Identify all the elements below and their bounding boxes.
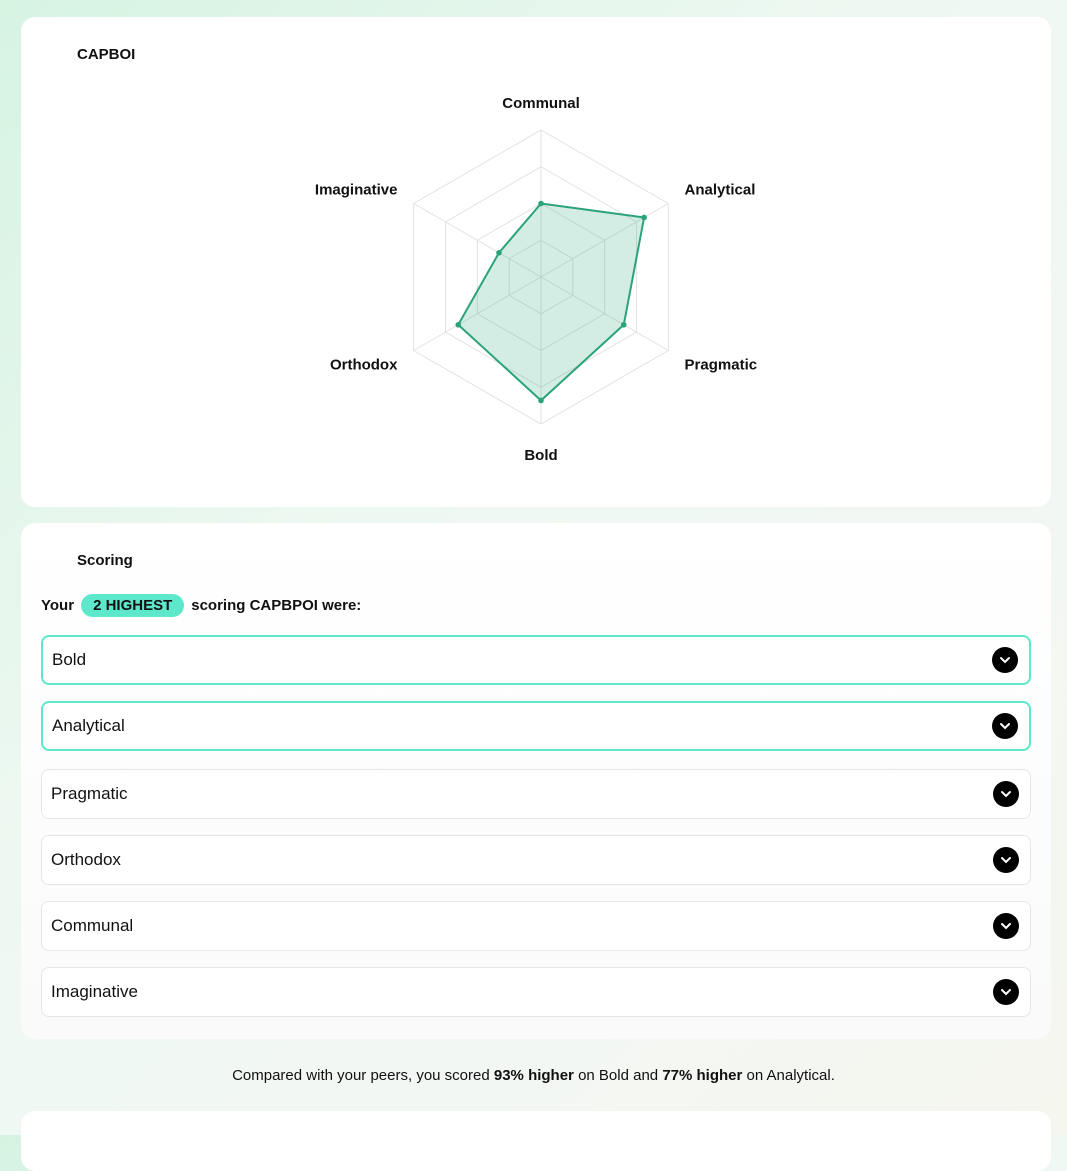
data-point xyxy=(641,215,647,221)
axis-label-analytical: Analytical xyxy=(684,181,756,199)
chart-title: CAPBOI xyxy=(77,46,136,63)
scoring-intro xyxy=(41,594,361,617)
accordion-label: Orthodox xyxy=(51,850,121,869)
data-point xyxy=(496,250,502,256)
analytical-pct: 77% higher xyxy=(662,1067,743,1084)
axis-label-imaginative: Imaginative xyxy=(314,181,398,199)
accordion-item-orthodox[interactable] xyxy=(41,835,1031,885)
accordion-item-communal[interactable] xyxy=(41,901,1031,951)
accordion-label: Pragmatic xyxy=(51,784,128,803)
radar-chart xyxy=(21,17,1051,507)
accordion-label: Communal xyxy=(51,916,134,935)
axis-label-bold: Bold xyxy=(524,447,558,464)
axis-label-pragmatic: Pragmatic xyxy=(684,356,758,374)
bold-pct: 93% higher xyxy=(493,1067,574,1084)
chevron-down-icon[interactable] xyxy=(993,781,1019,807)
scoring-card xyxy=(21,523,1051,1039)
accordion-item-bold[interactable] xyxy=(41,635,1031,685)
text: Compared with your peers, you scored xyxy=(232,1067,494,1084)
data-point xyxy=(538,201,544,207)
scoring-title: Scoring xyxy=(77,552,133,569)
chevron-down-icon[interactable] xyxy=(992,647,1018,673)
accordion-item-pragmatic[interactable] xyxy=(41,769,1031,819)
chevron-down-icon[interactable] xyxy=(993,979,1019,1005)
accordion-item-analytical[interactable] xyxy=(41,701,1031,751)
text: on Bold and xyxy=(573,1067,663,1084)
data-area xyxy=(458,204,644,401)
data-point xyxy=(455,322,461,328)
data-point xyxy=(621,322,627,328)
axis-label-communal: Communal xyxy=(502,95,580,112)
peer-comparison xyxy=(0,1067,1067,1084)
intro-prefix: Your xyxy=(41,597,75,614)
chevron-down-icon[interactable] xyxy=(993,913,1019,939)
accordion-label: Bold xyxy=(52,650,87,669)
intro-suffix: scoring CAPBPOI were: xyxy=(191,597,362,614)
accordion-label: Analytical xyxy=(52,716,125,735)
text: on Analytical. xyxy=(742,1067,835,1084)
chevron-down-icon[interactable] xyxy=(993,847,1019,873)
data-point xyxy=(538,398,544,404)
chart-card xyxy=(21,17,1051,507)
axis-label-orthodox: Orthodox xyxy=(329,356,398,374)
next-card xyxy=(21,1111,1051,1171)
chevron-down-icon[interactable] xyxy=(992,713,1018,739)
accordion-label: Imaginative xyxy=(51,982,138,1001)
highest-badge: 2 HIGHEST xyxy=(81,594,184,617)
accordion-item-imaginative[interactable] xyxy=(41,967,1031,1017)
